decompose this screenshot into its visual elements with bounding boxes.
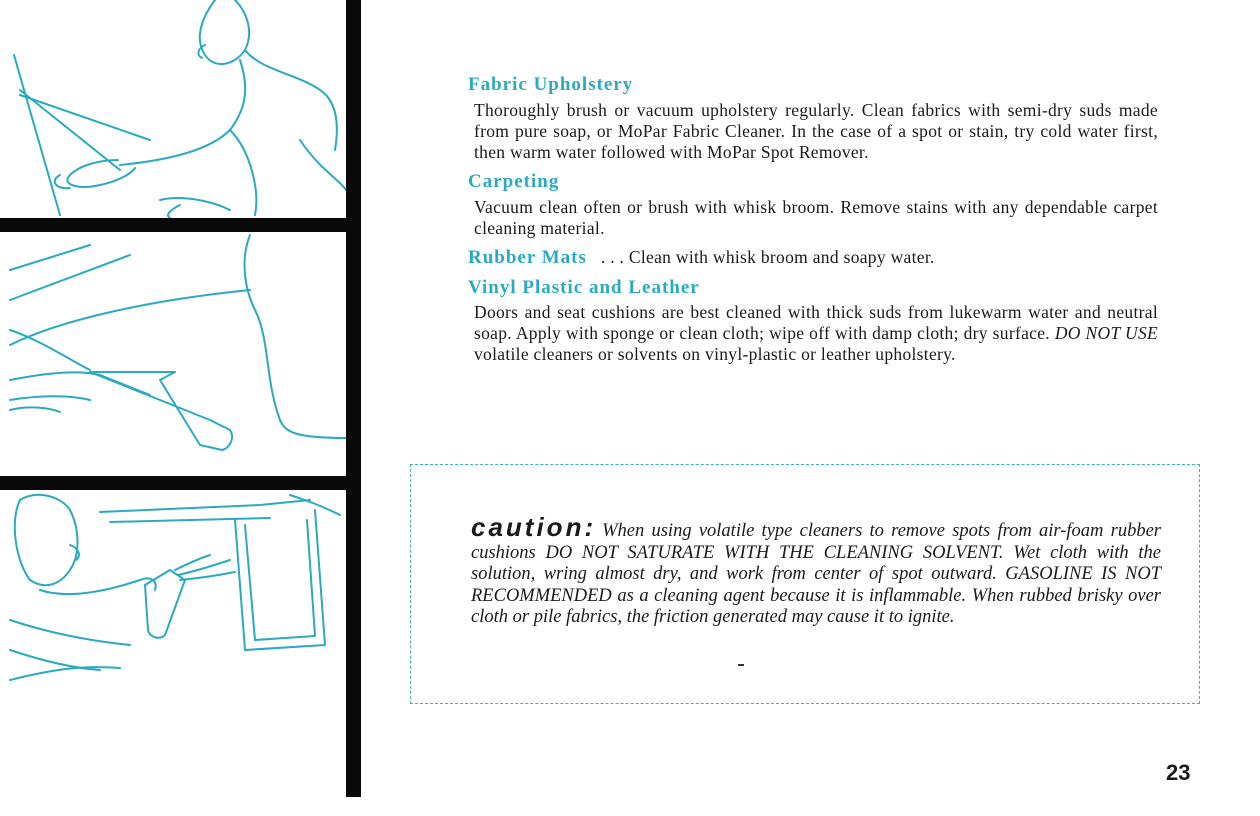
page-number: 23: [1166, 760, 1191, 785]
cleaning-instructions: [468, 74, 1158, 373]
section-fabric-upholstery: [468, 74, 1158, 163]
body-text: volatile cleaners or solvents on vinyl-plastic or leather upholstery.: [474, 344, 956, 365]
section-heading: Carpeting: [468, 170, 560, 192]
section-vinyl-leather: [468, 277, 1158, 366]
vacuum-illustration: [10, 235, 346, 450]
section-heading: Vinyl Plastic and Leather: [468, 276, 700, 298]
section-body: [474, 302, 1158, 365]
print-mark: [738, 664, 744, 666]
vertical-divider: [346, 0, 361, 797]
panel-divider: [0, 476, 346, 490]
wiping-illustration: [14, 0, 346, 218]
panel-divider: [0, 218, 346, 232]
spray-illustration: [10, 495, 340, 680]
section-heading: Fabric Upholstery: [468, 74, 634, 95]
body-text: Doors and seat cushions are best cleaned with thick suds from lukewarm water and neutral soap. Apply with sponge or clean cloth; wipe off with damp cloth; dry surface.: [474, 302, 1158, 344]
section-rubber-mats: [468, 247, 1158, 269]
caution-box: [410, 464, 1200, 704]
emphasis-text: DO NOT USE: [1054, 323, 1158, 344]
caution-body: When using volatile type cleaners to remove spots from air-foam rubber cushions DO NOT SATURATE WITH THE CLEANING SOLVENT. Wet cloth with the solution, wring almost dry, and work from center of spot outward. GASOLINE IS NOT RECOMMENDED as a cleaning agent because it is inflammable. When rubbed brisky over cloth or pile fabrics, the friction generated may cause it to ignite.: [471, 521, 1161, 627]
illustration-column: [0, 0, 362, 800]
section-body: Vacuum clean often or brush with whisk broom. Remove stains with any dependable carpet cleaning material.: [474, 196, 1158, 238]
section-carpeting: [468, 171, 1158, 239]
section-body: . . . Clean with whisk broom and soapy water.: [600, 246, 935, 267]
cleaning-illustrations: [0, 0, 346, 800]
caution-label: caution:: [471, 512, 597, 542]
caution-text: [471, 512, 1161, 629]
section-heading: Rubber Mats: [468, 246, 587, 268]
section-body: Thoroughly brush or vacuum upholstery regularly. Clean fabrics with semi-dry suds made from pure soap, or MoPar Fabric Cleaner. In the case of a spot or stain, try cold water first, then warm water followed with MoPar Spot Remover.: [474, 99, 1158, 162]
